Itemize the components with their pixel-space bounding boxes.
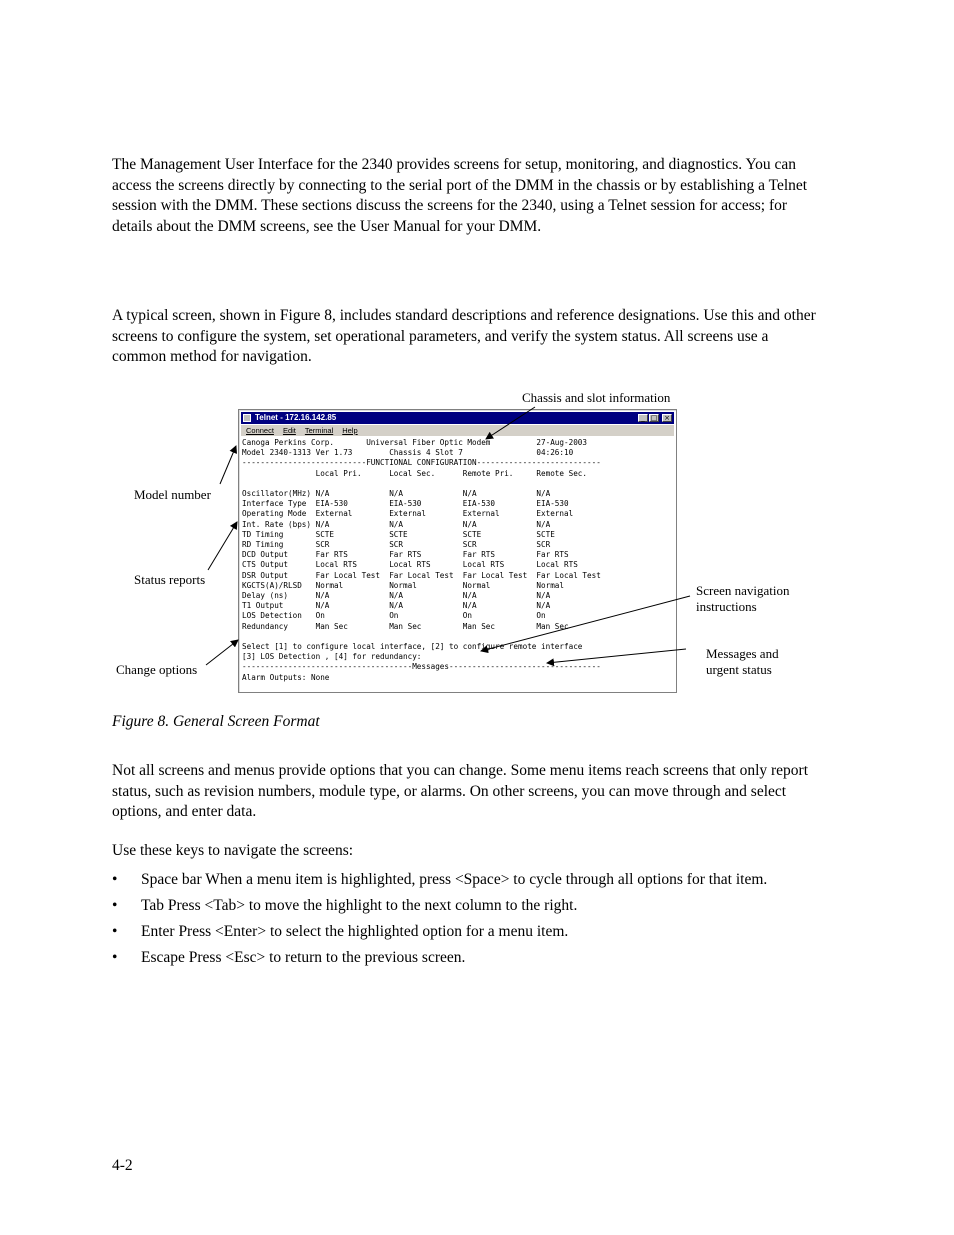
list-item-text: Space bar When a menu item is highlighted, press <Space> to cycle through all options for that item. <box>141 871 768 888</box>
list-item-text: Escape Press <Esc> to return to the previous screen. <box>141 949 466 966</box>
list-item <box>112 948 822 968</box>
navigation-keys-list <box>112 870 822 974</box>
maximize-icon: □ <box>650 414 658 422</box>
close-icon: × <box>662 414 672 422</box>
callout-screen-navigation: Screen navigation instructions <box>696 583 790 614</box>
menu-terminal: Terminal <box>304 426 334 435</box>
window-title: Telnet - 172.16.142.85 <box>255 413 337 422</box>
callout-messages: Messages and urgent status <box>706 646 779 677</box>
menu-edit: Edit <box>282 426 296 435</box>
list-item <box>112 870 822 890</box>
arrow-change <box>206 640 238 665</box>
bullet: • <box>112 949 118 966</box>
arrow-messages <box>547 649 686 663</box>
page-number: 4-2 <box>112 1157 133 1174</box>
callout-chassis-slot: Chassis and slot information <box>522 390 671 405</box>
callout-status-reports: Status reports <box>134 572 206 587</box>
options-paragraph: Not all screens and menus provide options that you can change. Some menu items reach screens that only report status, such as revision numbers, module type, or alarms. On other screens, you can move through and select options, and enter data. <box>112 762 809 820</box>
terminal-text: Canoga Perkins Corp. Universal Fiber Optic Modem 27-Aug-2003 Model 2340-1313 Ver 1.73 Chassis 4 Slot 7 04:26:10 ---------------------------FUNCTIONAL CONFIGURATION--------------------------- Local Pri. Local Sec. Remote Pri. Remote Sec. Oscillator(MHz) N/A N/A N/A N/A Interface Type EIA-530 EIA-530 EIA-530 EIA-530 Operating Mode External External External External Int. Rate (bps) N/A N/A N/A N/A TD Timing SCTE SCTE SCTE SCTE RD Timing SCR SCR SCR SCR DCD Output Far RTS Far RTS Far RTS Far RTS CTS Output Local RTS Local RTS Local RTS Local RTS DSR Output Far Local Test Far Local Test Far Local Test Far Local Test KGCTS(A)/RLSD Normal Normal Normal Normal Delay (ns) N/A N/A N/A N/A T1 Output N/A N/A N/A N/A LOS Detection On On On On Redundancy Man Sec Man Sec Man Sec Man Sec Select [1] to configure local interface, [2] to configure remote interface [3] LOS Detection , [4] for redundancy: -------------------------------------Messages--------------------------------- Alarm Outputs: None <box>242 438 601 682</box>
callout-change-options: Change options <box>116 662 198 677</box>
callout-model-number: Model number <box>134 487 211 502</box>
list-item <box>112 896 822 916</box>
list-item-text: Enter Press <Enter> to select the highlighted option for a menu item. <box>141 923 569 940</box>
list-item <box>112 922 822 942</box>
arrow-navigation <box>481 596 690 651</box>
arrow-model <box>220 446 236 484</box>
bullet: • <box>112 923 118 940</box>
minimize-icon: _ <box>638 414 648 422</box>
menu-connect: Connect <box>246 426 274 435</box>
menu-help: Help <box>342 426 358 435</box>
arrow-chassis <box>486 407 535 439</box>
list-item-text: Tab Press <Tab> to move the highlight to the next column to the right. <box>141 897 578 914</box>
bullet: • <box>112 897 118 914</box>
typical-screen-paragraph: A typical screen, shown in Figure 8, includes standard descriptions and reference designations. Use this and other screens to configure the system, set operational parameters, and verify the system status. All screens use a common method for navigation. <box>112 307 816 365</box>
arrow-status <box>208 522 237 570</box>
keys-intro-paragraph: Use these keys to navigate the screens: <box>112 842 354 859</box>
figure-caption: Figure 8. General Screen Format <box>112 713 320 730</box>
bullet: • <box>112 871 118 888</box>
intro-paragraph: The Management User Interface for the 2340 provides screens for setup, monitoring, and diagnostics. You can access the screens directly by connecting to the serial port of the DMM in the chassis or by establishing a Telnet session with the DMM. These sections discuss the screens for the 2340, using a Telnet session for access; for details about the DMM screens, see the User Manual for your DMM. <box>112 156 808 235</box>
